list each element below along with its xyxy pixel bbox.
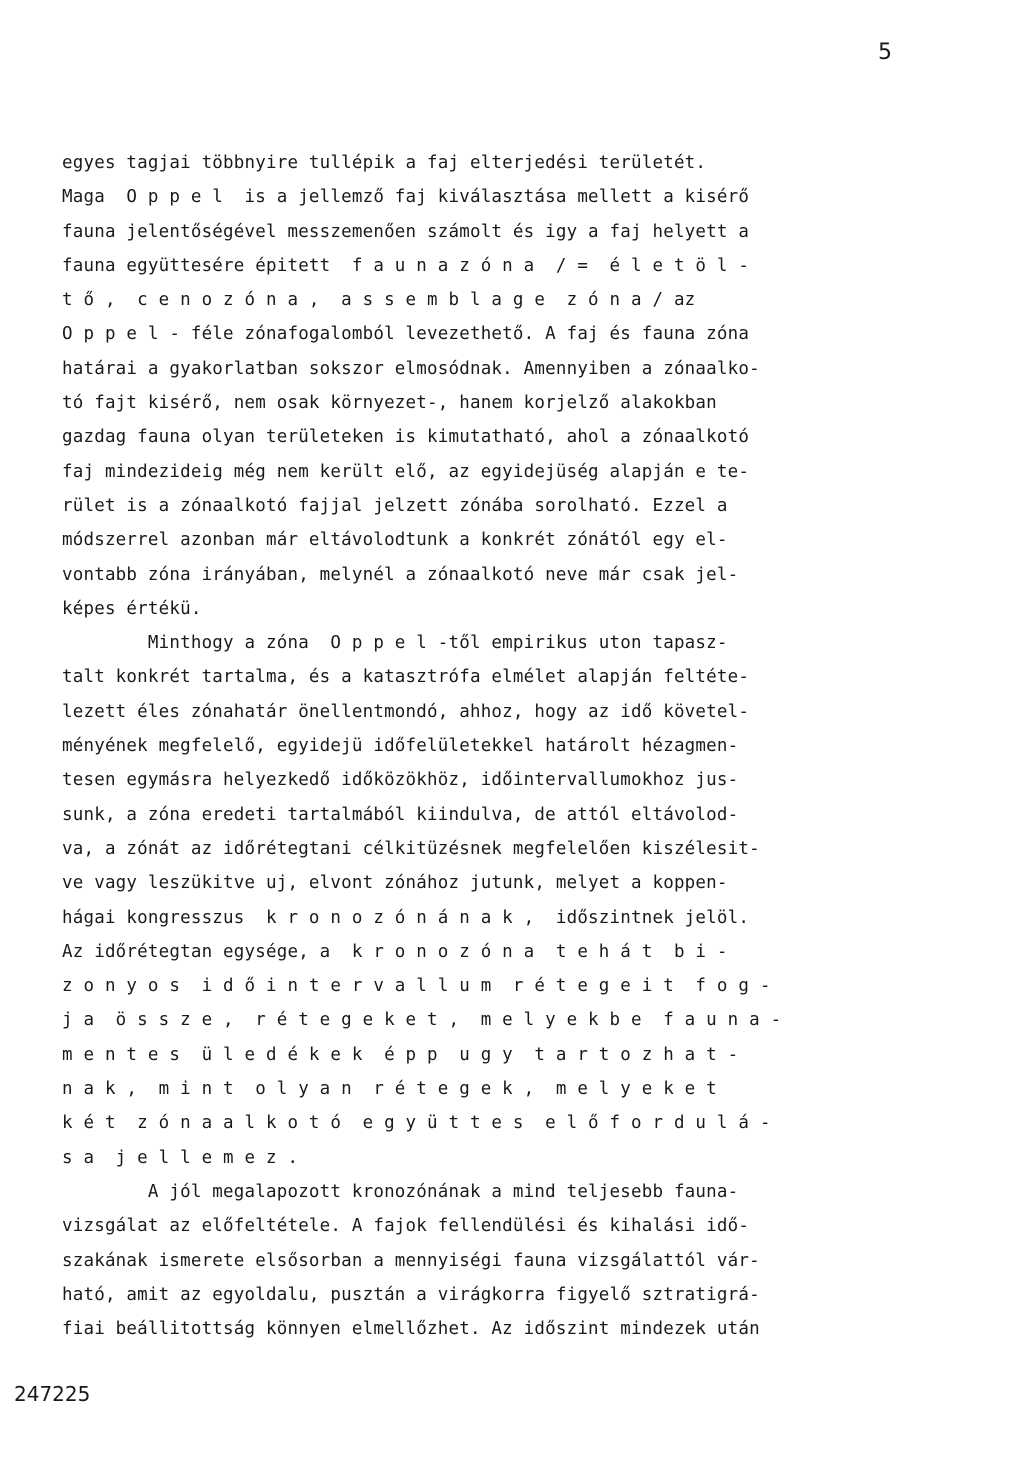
text-line: ve vagy leszükitve uj, elvont zónához jutunk, melyet a koppen- xyxy=(62,873,728,894)
text-line: O p p e l - féle zónafogalomból levezethető. A faj és fauna zóna xyxy=(62,324,750,345)
text-line: m e n t e s ü l e d é k e k é p p u g y t a r t o z h a t - xyxy=(62,1044,739,1065)
text-line: fauna együttesére épitett f a u n a z ó n a / = é l e t ö l - xyxy=(62,255,750,276)
text-line: ható, amit az egyoldalu, pusztán a virágkorra figyelő sztratigrá- xyxy=(62,1284,760,1305)
text-line: sunk, a zóna eredeti tartalmából kiindulva, de attól eltávolod- xyxy=(62,804,739,825)
archive-code: 247225 xyxy=(14,1382,91,1406)
text-line: n a k , m i n t o l y a n r é t e g e k , m e l y e k e t xyxy=(62,1079,717,1100)
text-line: ményének megfelelő, egyidejü időfelületekkel határolt hézagmen- xyxy=(62,736,739,757)
text-line: határai a gyakorlatban sokszor elmosódnak. Amennyiben a zónaalko- xyxy=(62,358,760,379)
text-line: Maga O p p e l is a jellemző faj kiválasztása mellett a kisérő xyxy=(62,187,750,208)
text-line: rület is a zónaalkotó fajjal jelzett zónába sorolható. Ezzel a xyxy=(62,495,728,516)
text-line: z o n y o s i d ő i n t e r v a l l u m r é t e g e i t f o g - xyxy=(62,976,771,997)
text-line: lezett éles zónahatár önellentmondó, ahhoz, hogy az idő követel- xyxy=(62,701,750,722)
text-line: s a j e l l e m e z . xyxy=(62,1147,299,1168)
text-line: fiai beállitottság könnyen elmellőzhet. Az időszint mindezek után xyxy=(62,1319,760,1340)
text-line: tó fajt kisérő, nem osak környezet-, hanem korjelző alakokban xyxy=(62,393,717,414)
text-line: vontabb zóna irányában, melynél a zónaalkotó neve már csak jel- xyxy=(62,564,739,585)
page-number: 5 xyxy=(878,40,892,65)
text-line: t ő , c e n o z ó n a , a s s e m b l a g e z ó n a / az xyxy=(62,290,696,311)
text-line: vizsgálat az előfeltétele. A fajok fellendülési és kihalási idő- xyxy=(62,1216,750,1237)
text-line: A jól megalapozott kronozónának a mind teljesebb fauna- xyxy=(62,1181,739,1202)
body-text xyxy=(62,146,987,1346)
text-line: fauna jelentőségével messzemenően számolt és igy a faj helyett a xyxy=(62,221,750,242)
text-line: szakának ismerete elsősorban a mennyiségi fauna vizsgálattól vár- xyxy=(62,1250,760,1271)
text-line: va, a zónát az időrétegtani célkitüzésnek megfelelően kiszélesit- xyxy=(62,838,760,859)
text-line: képes értékü. xyxy=(62,598,202,619)
text-line: talt konkrét tartalma, és a katasztrófa elmélet alapján feltéte- xyxy=(62,667,750,688)
text-line: k é t z ó n a a l k o t ó e g y ü t t e s e l ő f o r d u l á - xyxy=(62,1113,771,1134)
text-line: Az időrétegtan egysége, a k r o n o z ó n a t e h á t b i - xyxy=(62,941,728,962)
text-line: j a ö s s z e , r é t e g e k e t , m e l y e k b e f a u n a - xyxy=(62,1010,782,1031)
text-line: módszerrel azonban már eltávolodtunk a konkrét zónától egy el- xyxy=(62,530,728,551)
text-line: egyes tagjai többnyire tullépik a faj elterjedési területét. xyxy=(62,153,707,173)
text-line: gazdag fauna olyan területeken is kimutatható, ahol a zónaalkotó xyxy=(62,427,750,448)
text-line: faj mindezideig még nem került elő, az egyidejüség alapján e te- xyxy=(62,461,750,482)
text-line: tesen egymásra helyezkedő időközökhöz, időintervallumokhoz jus- xyxy=(62,770,739,791)
text-line: Minthogy a zóna O p p e l -től empirikus uton tapasz- xyxy=(62,633,728,654)
text-line: hágai kongresszus k r o n o z ó n á n a k , időszintnek jelöl. xyxy=(62,907,750,928)
